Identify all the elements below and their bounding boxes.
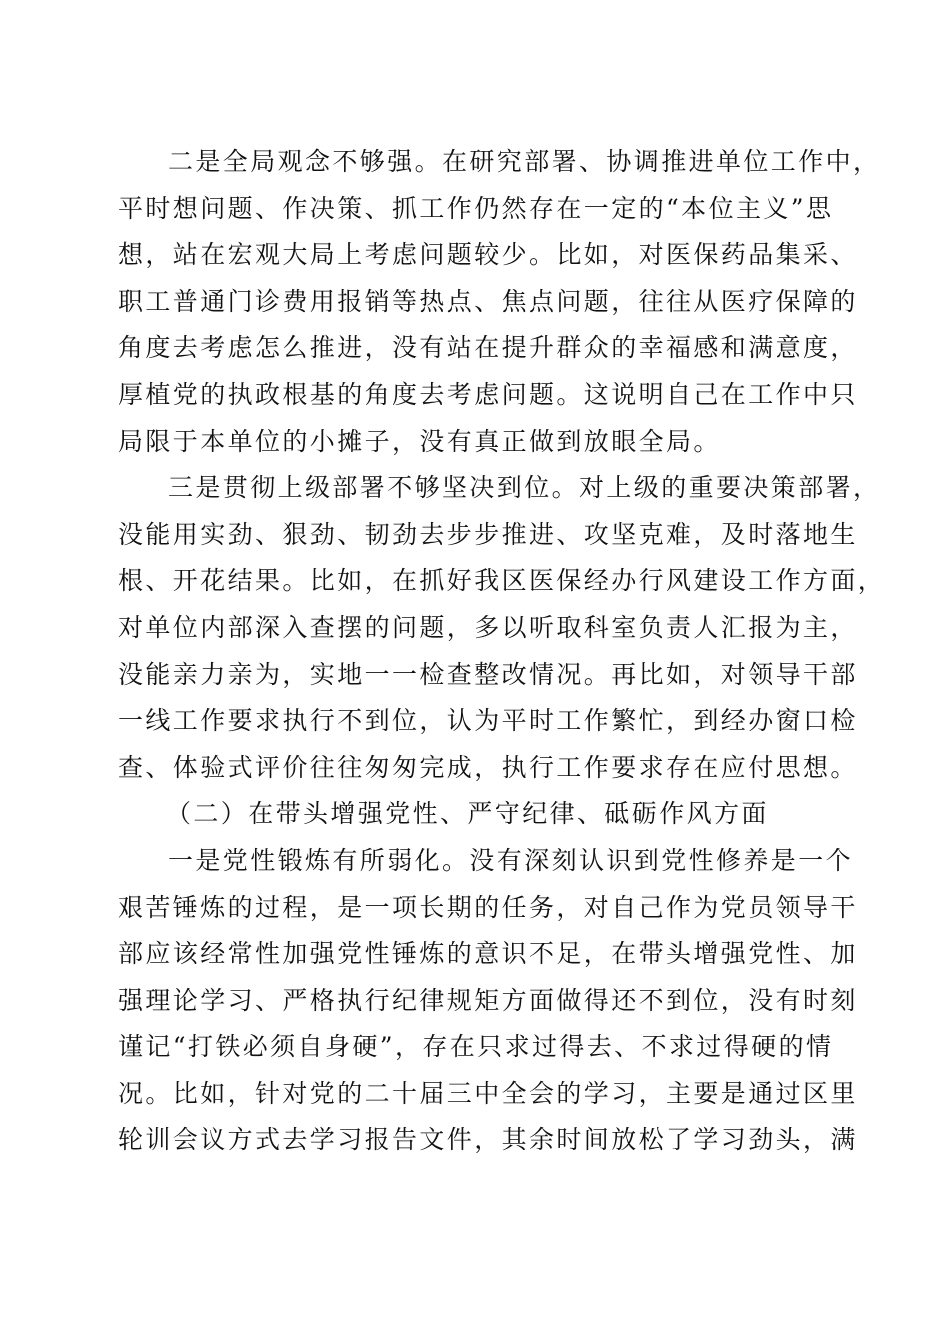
paragraph-line: 一是党性锻炼有所弱化。没有深刻认识到党性修养是一个 — [168, 845, 854, 875]
paragraph-line: 没能用实劲、狠劲、韧劲去步步推进、攻坚克难，及时落地生 — [118, 519, 858, 549]
paragraph-line: 况。比如，针对党的二十届三中全会的学习，主要是通过区里 — [118, 1078, 858, 1108]
paragraph-line: 角度去考虑怎么推进，没有站在提升群众的幸福感和满意度， — [118, 333, 858, 363]
paragraph-line: 职工普通门诊费用报销等热点、焦点问题，往往从医疗保障的 — [118, 286, 858, 316]
paragraph-line: 轮训会议方式去学习报告文件，其余时间放松了学习劲头，满 — [118, 1125, 858, 1155]
paragraph-line: 平时想问题、作决策、抓工作仍然存在一定的“本位主义”思 — [118, 193, 834, 223]
paragraph-line: 二是全局观念不够强。在研究部署、协调推进单位工作中， — [168, 147, 881, 176]
paragraph-line: 谨记“打铁必须自身硬”，存在只求过得去、不求过得硬的情 — [118, 1032, 834, 1062]
paragraph-line: 一线工作要求执行不到位，认为平时工作繁忙，到经办窗口检 — [118, 706, 858, 736]
paragraph-line: 部应该经常性加强党性锤炼的意识不足，在带头增强党性、加 — [118, 939, 858, 969]
paragraph-line: 查、体验式评价往往匆匆完成，执行工作要求存在应付思想。 — [118, 752, 858, 782]
paragraph-line: 没能亲力亲为，实地一一检查整改情况。再比如，对领导干部 — [118, 659, 858, 689]
paragraph-line: 强理论学习、严格执行纪律规矩方面做得还不到位，没有时刻 — [118, 985, 858, 1015]
paragraph-line: 对单位内部深入查摆的问题，多以听取科室负责人汇报为主， — [118, 612, 858, 642]
paragraph-line: 艰苦锤炼的过程，是一项长期的任务，对自己作为党员领导干 — [118, 892, 858, 922]
paragraph-line: 根、开花结果。比如，在抓好我区医保经办行风建设工作方面， — [118, 566, 886, 596]
section-heading: （二）在带头增强党性、严守纪律、砥砺作风方面 — [166, 799, 769, 829]
paragraph-line: 厚植党的执政根基的角度去考虑问题。这说明自己在工作中只 — [118, 379, 858, 409]
document-body — [118, 139, 886, 1164]
paragraph-line: 局限于本单位的小摊子，没有真正做到放眼全局。 — [118, 426, 721, 456]
paragraph-line: 三是贯彻上级部署不够坚决到位。对上级的重要决策部署， — [168, 473, 881, 503]
paragraph-line: 想，站在宏观大局上考虑问题较少。比如，对医保药品集采、 — [118, 240, 858, 270]
